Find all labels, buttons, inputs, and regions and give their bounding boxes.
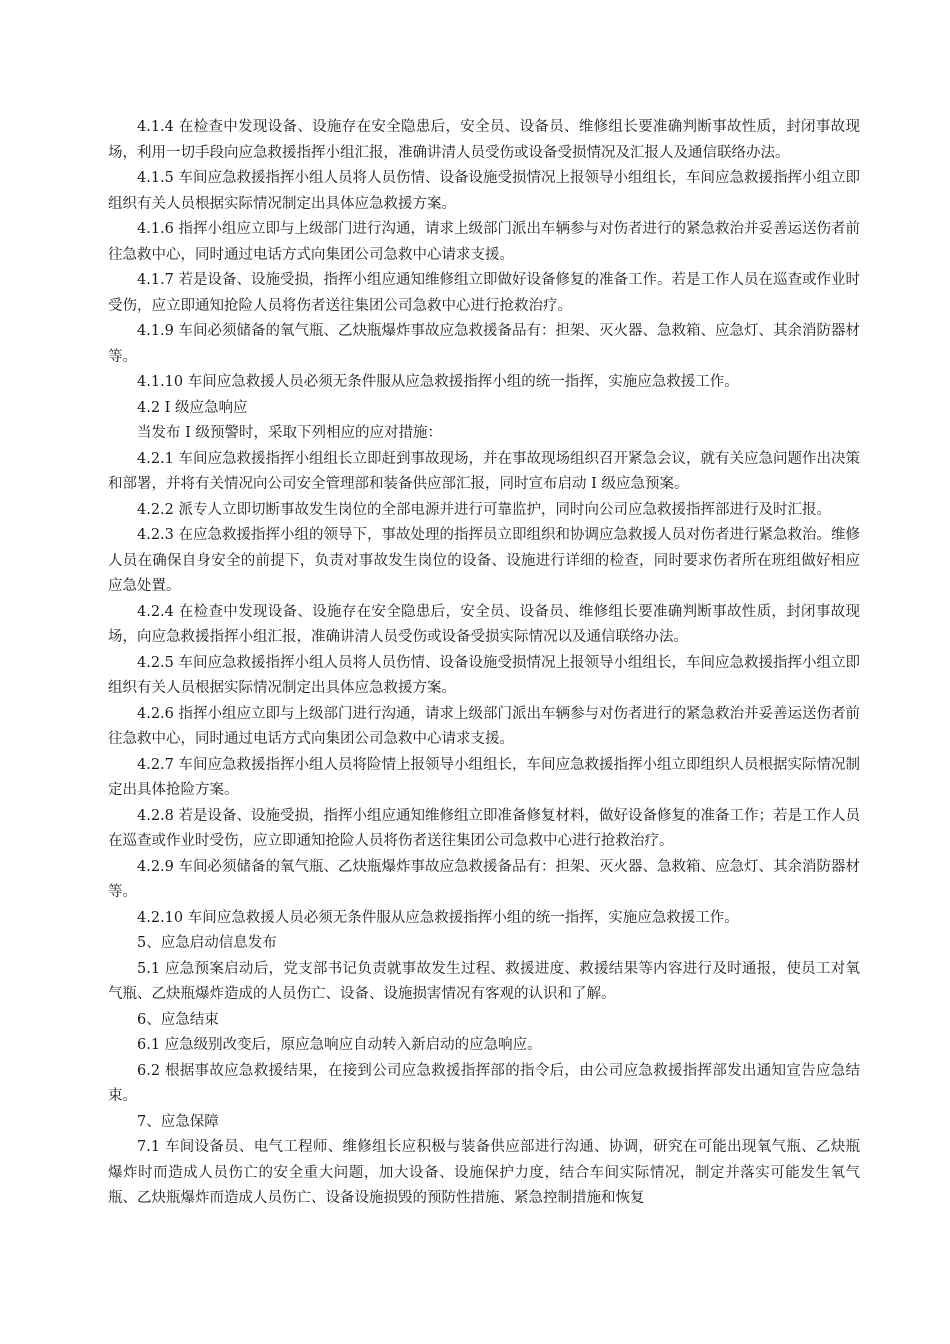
paragraph-4-1-4: 4.1.4 在检查中发现设备、设施存在安全隐患后，安全员、设备员、维修组长要准确判断事故性质，封闭事故现场，利用一切手段向应急救援指挥小组汇报，准确讲清人员受伤或设备受损情况及汇报人及通信联络办法。	[108, 119, 860, 161]
paragraph-5-1: 5.1 应急预案启动后，党支部书记负责就事故发生过程、救援进度、救援结果等内容进行及时通报，使员工对氧气瓶、乙炔瓶爆炸造成的人员伤亡、设备、设施损害情况有客观的认识和了解。	[108, 960, 860, 1002]
paragraph-4-2-4: 4.2.4 在检查中发现设备、设施存在安全隐患后，安全员、设备员、维修组长要准确判断事故性质，封闭事故现场，向应急救援指挥小组汇报，准确讲清人员受伤或设备受损实际情况以及通信联络办法。	[108, 603, 860, 645]
paragraph-7-1: 7.1 车间设备员、电气工程师、维修组长应积极与装备供应部进行沟通、协调，研究在可能出现氧气瓶、乙炔瓶爆炸时而造成人员伤亡的安全重大问题，加大设备、设施保护力度，结合车间实际情况，制定并落实可能发生氧气瓶、乙炔瓶爆炸而造成人员伤亡、设备设施损毁的预防性措施、紧急控制措施和恢复	[108, 1139, 860, 1206]
paragraph-6-1: 6.1 应急级别改变后，原应急响应自动转入新启动的应急响应。	[137, 1037, 542, 1053]
paragraph-4-2-8: 4.2.8 若是设备、设施受损，指挥小组应通知维修组立即准备修复材料，做好设备修复的准备工作；若是工作人员在巡查或作业时受伤，应立即通知抢险人员将伤者送往集团公司急救中心进行抢救治疗。	[108, 807, 860, 849]
paragraph-4-1-9: 4.1.9 车间必须储备的氧气瓶、乙炔瓶爆炸事故应急救援备品有：担架、灭火器、急救箱、应急灯、其余消防器材等。	[108, 323, 860, 365]
document-body	[108, 115, 860, 1212]
paragraph-4-2-2: 4.2.2 派专人立即切断事故发生岗位的全部电源并进行可靠监护，同时向公司应急救援指挥部进行及时汇报。	[137, 501, 831, 518]
paragraph-4-2-3: 4.2.3 在应急救援指挥小组的领导下，事故处理的指挥员立即组织和协调应急救援人员对伤者进行紧急救治。维修人员在确保自身安全的前提下，负责对事故发生岗位的设备、设施进行详细的检查，同时要求伤者所在班组做好相应应急处置。	[108, 527, 860, 594]
paragraph-4-1-10: 4.1.10 车间应急救援人员必须无条件服从应急救援指挥小组的统一指挥，实施应急救援工作。	[137, 374, 739, 390]
paragraph-4-2-10: 4.2.10 车间应急救援人员必须无条件服从应急救援指挥小组的统一指挥，实施应急救援工作。	[137, 909, 739, 926]
section-heading-6: 6、应急结束	[137, 1011, 219, 1028]
section-heading-5: 5、应急启动信息发布	[137, 935, 277, 951]
paragraph-4-2-6: 4.2.6 指挥小组应立即与上级部门进行沟通，请求上级部门派出车辆参与对伤者进行的紧急救治并妥善运送伤者前往急救中心，同时通过电话方式向集团公司急救中心请求支援。	[108, 705, 860, 747]
section-heading-4-2: 4.2 I 级应急响应	[137, 399, 248, 416]
paragraph-4-1-7: 4.1.7 若是设备、设施受损，指挥小组应通知维修组立即做好设备修复的准备工作。若是工作人员在巡查或作业时受伤，应立即通知抢险人员将伤者送往集团公司急救中心进行抢救治疗。	[108, 272, 860, 314]
paragraph-4-2-9: 4.2.9 车间必须储备的氧气瓶、乙炔瓶爆炸事故应急救援备品有：担架、灭火器、急救箱、应急灯、其余消防器材等。	[108, 858, 860, 900]
paragraph-4-2-intro: 当发布 I 级预警时，采取下列相应的应对措施：	[137, 425, 442, 441]
paragraph-4-1-6: 4.1.6 指挥小组应立即与上级部门进行沟通，请求上级部门派出车辆参与对伤者进行的紧急救治并妥善运送伤者前往急救中心，同时通过电话方式向集团公司急救中心请求支援。	[108, 221, 860, 263]
section-heading-7: 7、应急保障	[137, 1113, 219, 1130]
paragraph-4-2-5: 4.2.5 车间应急救援指挥小组人员将人员伤情、设备设施受损情况上报领导小组组长，车间应急救援指挥小组立即组织有关人员根据实际情况制定出具体应急救援方案。	[108, 654, 860, 696]
paragraph-4-1-5: 4.1.5 车间应急救援指挥小组人员将人员伤情、设备设施受损情况上报领导小组组长，车间应急救援指挥小组立即组织有关人员根据实际情况制定出具体应急救援方案。	[108, 170, 860, 212]
paragraph-6-2: 6.2 根据事故应急救援结果，在接到公司应急救援指挥部的指令后，由公司应急救援指挥部发出通知宣告应急结束。	[108, 1062, 860, 1104]
paragraph-4-2-7: 4.2.7 车间应急救援指挥小组人员将险情上报领导小组组长，车间应急救援指挥小组立即组织人员根据实际情况制定出具体抢险方案。	[108, 756, 860, 798]
paragraph-4-2-1: 4.2.1 车间应急救援指挥小组组长立即赶到事故现场，并在事故现场组织召开紧急会议，就有关应急问题作出决策和部署，并将有关情况向公司安全管理部和装备供应部汇报，同时宣布启动 I 级应急预案。	[108, 450, 860, 492]
